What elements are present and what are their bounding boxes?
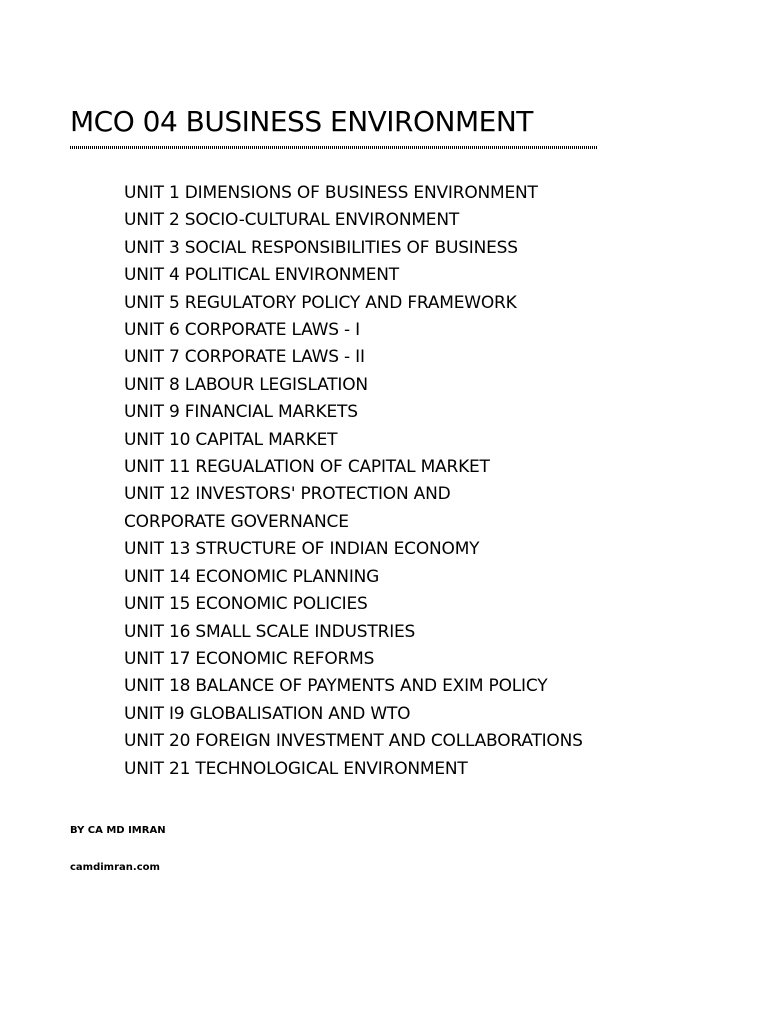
unit-title-line: UNIT 4 POLITICAL ENVIRONMENT [124, 265, 399, 286]
unit-title-line: UNIT 1 DIMENSIONS OF BUSINESS ENVIRONMENT [124, 183, 538, 203]
unit-list-item [124, 481, 583, 536]
unit-list-item [124, 317, 583, 344]
unit-list-item [124, 673, 583, 700]
unit-list-item [124, 372, 583, 399]
unit-list [124, 180, 583, 783]
website-text: camdimran.com [70, 862, 160, 873]
unit-title-line: UNIT 15 ECONOMIC POLICIES [124, 594, 368, 615]
unit-title-line: UNIT 5 REGULATORY POLICY AND FRAMEWORK [124, 292, 517, 313]
unit-title-line: CORPORATE GOVERNANCE [124, 511, 349, 532]
unit-list-item [124, 399, 583, 426]
unit-list-item [124, 536, 583, 563]
unit-title-line: UNIT 20 FOREIGN INVESTMENT AND COLLABORATIONS [124, 731, 583, 752]
unit-list-item [124, 207, 583, 234]
unit-title-line: UNIT 18 BALANCE OF PAYMENTS AND EXIM POLICY [124, 676, 548, 697]
document-title: MCO 04 BUSINESS ENVIRONMENT [70, 105, 533, 138]
unit-list-item [124, 180, 583, 207]
unit-title-line: UNIT 8 LABOUR LEGISLATION [124, 374, 368, 395]
unit-list-item [124, 262, 583, 289]
unit-title-line: UNIT 2 SOCIO-CULTURAL ENVIRONMENT [124, 210, 460, 231]
unit-list-item [124, 344, 583, 371]
unit-list-item [124, 591, 583, 618]
unit-title-line: UNIT 16 SMALL SCALE INDUSTRIES [124, 621, 416, 642]
unit-list-item [124, 619, 583, 646]
unit-list-item [124, 454, 583, 481]
unit-title-line: UNIT 14 ECONOMIC PLANNING [124, 566, 380, 587]
unit-title-line: UNIT 10 CAPITAL MARKET [124, 429, 338, 450]
unit-list-item [124, 756, 583, 783]
unit-title-line: UNIT 11 REGUALATION OF CAPITAL MARKET [124, 457, 490, 478]
unit-list-item [124, 290, 583, 317]
unit-title-line: UNIT 13 STRUCTURE OF INDIAN ECONOMY [124, 539, 480, 560]
unit-title-line: UNIT I9 GLOBALISATION AND WTO [124, 703, 411, 724]
unit-list-item [124, 701, 583, 728]
unit-title-line: UNIT 6 CORPORATE LAWS - I [124, 320, 360, 341]
unit-list-item [124, 728, 583, 755]
unit-title-line: UNIT 21 TECHNOLOGICAL ENVIRONMENT [124, 758, 468, 779]
author-byline: BY CA MD IMRAN [70, 825, 166, 836]
unit-title-line: UNIT 12 INVESTORS' PROTECTION AND [124, 484, 451, 505]
unit-list-item [124, 564, 583, 591]
unit-list-item [124, 646, 583, 673]
unit-title-line: UNIT 7 CORPORATE LAWS - II [124, 347, 365, 368]
unit-list-item [124, 427, 583, 454]
unit-title-line: UNIT 9 FINANCIAL MARKETS [124, 402, 358, 423]
unit-title-line: UNIT 3 SOCIAL RESPONSIBILITIES OF BUSINESS [124, 237, 518, 258]
title-underline [70, 146, 598, 149]
unit-title-line: UNIT 17 ECONOMIC REFORMS [124, 648, 375, 669]
unit-list-item [124, 235, 583, 262]
